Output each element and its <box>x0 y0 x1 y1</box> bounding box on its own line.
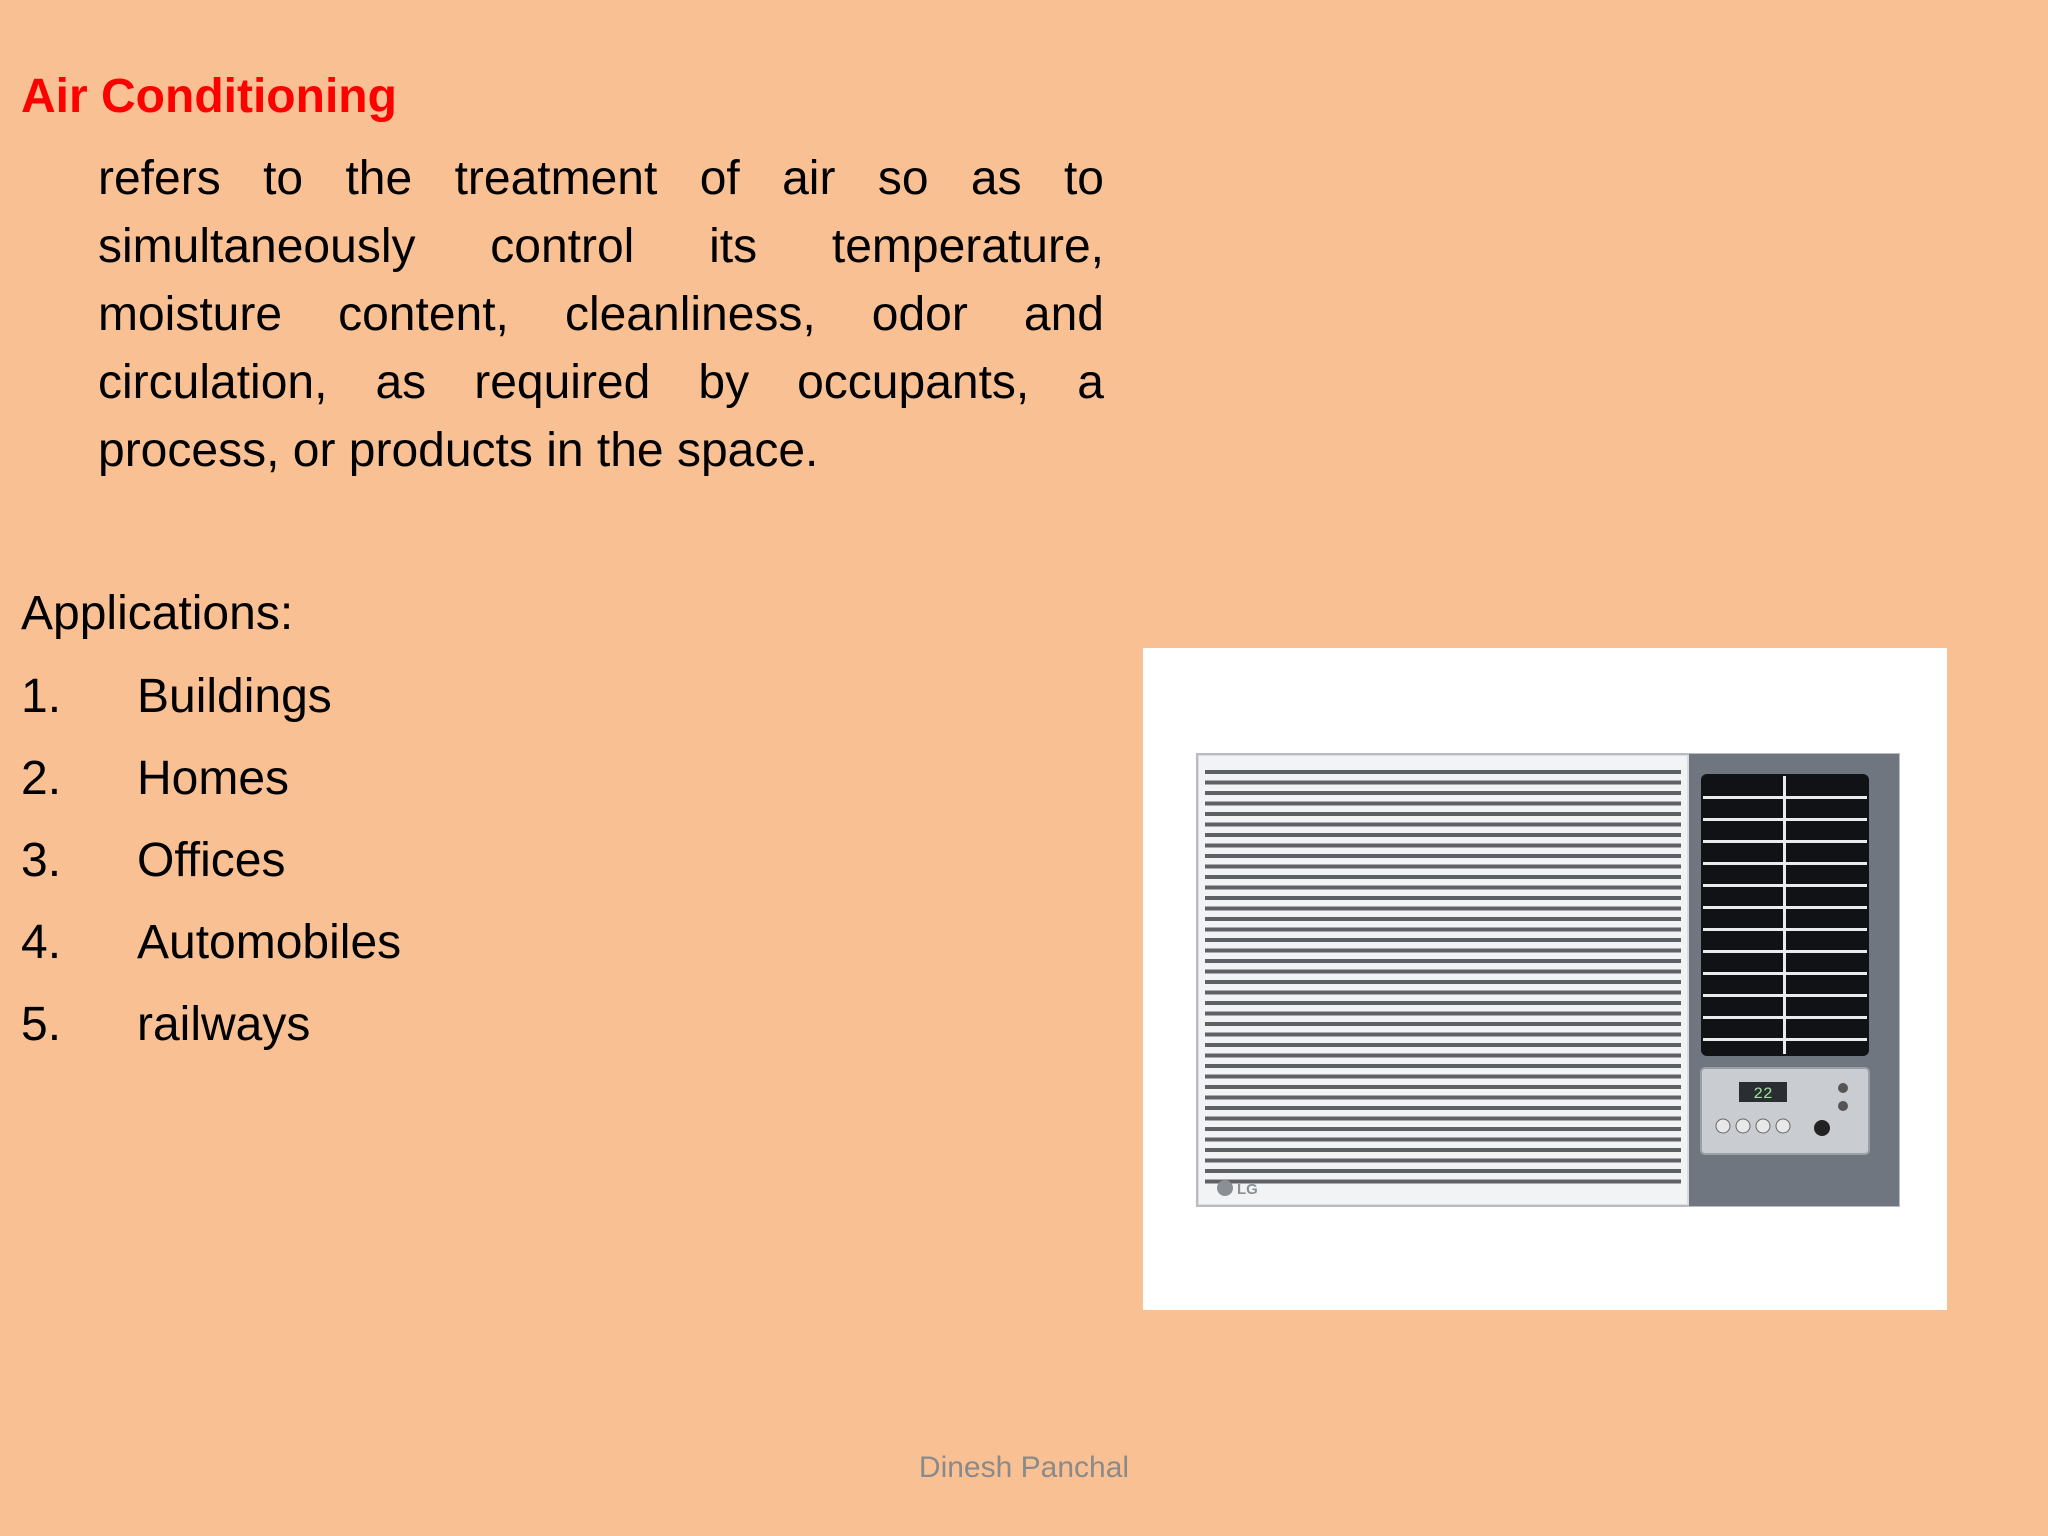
louver-slat <box>1205 812 1681 816</box>
definition-text: refers to the treatment of air so as to simultaneously control its temperature, moisture content, cleanliness, odor and circulation, as required by occupants, a process, or products in the space. <box>98 152 1104 477</box>
louver-slat <box>1205 844 1681 848</box>
applications-list <box>21 663 401 1073</box>
footer-author: Dinesh Panchal <box>918 1451 1130 1484</box>
louver-slat <box>1205 970 1681 974</box>
lg-logo-icon <box>1217 1180 1233 1196</box>
louver-slat <box>1205 1106 1681 1110</box>
louver-slat <box>1205 938 1681 942</box>
louver-slat <box>1205 1033 1681 1037</box>
louver-slat <box>1205 1064 1681 1068</box>
list-item-label: railways <box>137 998 311 1051</box>
list-item-number: 1. <box>21 670 62 723</box>
louver-slat <box>1205 1159 1681 1163</box>
display-reading: 22 <box>1753 1085 1773 1103</box>
list-item <box>21 827 401 909</box>
control-panel <box>1701 1068 1869 1154</box>
brand-mark: LG <box>1237 1181 1258 1198</box>
louver-slat <box>1205 865 1681 869</box>
louver-slat <box>1205 1148 1681 1152</box>
air-conditioner-image <box>1143 648 1947 1310</box>
slide-title: Air Conditioning <box>21 70 397 123</box>
louver-slat <box>1205 1138 1681 1142</box>
louver-slat <box>1205 1012 1681 1016</box>
louver-slat <box>1205 1127 1681 1131</box>
louver-slat <box>1205 854 1681 858</box>
louver-slat <box>1205 1117 1681 1121</box>
louver-slat <box>1205 781 1681 785</box>
louver-slat <box>1205 1096 1681 1100</box>
louver-slat <box>1205 770 1681 774</box>
louver-slat <box>1205 791 1681 795</box>
list-item-number: 3. <box>21 834 62 887</box>
louver-slat <box>1205 1180 1681 1184</box>
list-item-label: Automobiles <box>137 916 402 969</box>
louver-slat <box>1205 1001 1681 1005</box>
list-item-label: Buildings <box>137 670 332 723</box>
louver-slat <box>1205 833 1681 837</box>
louver-slat <box>1205 1043 1681 1047</box>
louver-slat <box>1205 949 1681 953</box>
list-item-number: 2. <box>21 752 62 805</box>
list-item-number: 5. <box>21 998 62 1051</box>
window-air-conditioner-icon <box>1143 648 1947 1310</box>
list-item <box>21 745 401 827</box>
list-item-label: Homes <box>137 752 290 805</box>
louver-slat <box>1205 991 1681 995</box>
applications-heading: Applications: <box>21 587 294 640</box>
louver-slat <box>1205 917 1681 921</box>
louver-slat <box>1205 886 1681 890</box>
list-item <box>21 909 401 991</box>
louver-slat <box>1205 928 1681 932</box>
louver-slat <box>1205 959 1681 963</box>
louver-slat <box>1205 1054 1681 1058</box>
louver-slat <box>1205 823 1681 827</box>
louver-slat <box>1205 875 1681 879</box>
list-item <box>21 991 401 1073</box>
list-item-label: Offices <box>137 834 286 887</box>
louver-slat <box>1205 896 1681 900</box>
louver-slat <box>1205 1169 1681 1173</box>
vent-divider <box>1783 776 1786 1054</box>
louver-slat <box>1205 907 1681 911</box>
louver-slat <box>1205 980 1681 984</box>
louver-slat <box>1205 1022 1681 1026</box>
louver-slat <box>1205 802 1681 806</box>
louver-slat <box>1205 1085 1681 1089</box>
list-item <box>21 663 401 745</box>
list-item-number: 4. <box>21 916 62 969</box>
louver-slat <box>1205 1075 1681 1079</box>
